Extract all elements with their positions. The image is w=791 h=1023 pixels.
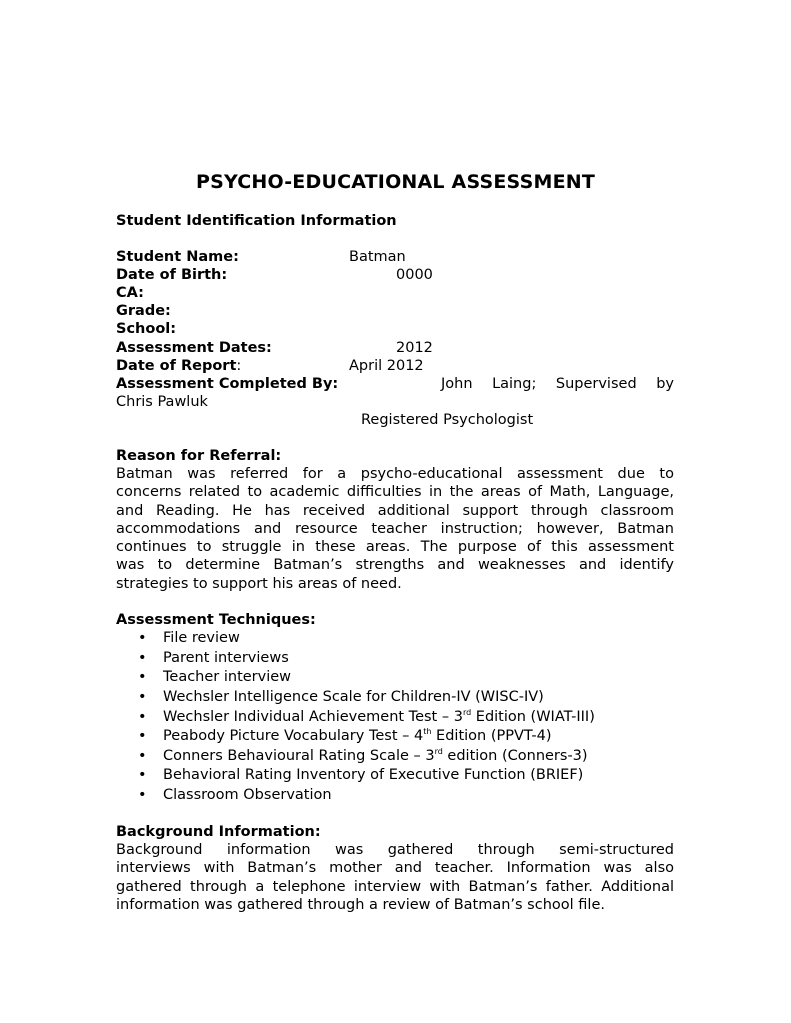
- list-item: [116, 668, 595, 688]
- date-of-report-colon: :: [236, 358, 242, 374]
- list-item-text: Teacher interview: [163, 669, 292, 686]
- techniques-heading: Assessment Techniques:: [116, 612, 316, 628]
- date-of-report-row: [116, 357, 241, 375]
- completed-by-label: Assessment Completed By:: [116, 376, 339, 392]
- bullet-icon: •: [138, 688, 147, 705]
- list-item: [116, 727, 595, 747]
- dob-label: Date of Birth:: [116, 267, 228, 283]
- list-item-text: Peabody Picture Vocabulary Test – 4: [163, 728, 424, 745]
- school-label: School:: [116, 321, 177, 337]
- list-item: [116, 649, 595, 669]
- background-line: Background information was gathered through semi-structured: [116, 842, 674, 858]
- list-item-text: Edition (PPVT-4): [431, 728, 552, 745]
- bullet-icon: •: [138, 728, 147, 745]
- assessment-dates-value: 2012: [396, 340, 433, 356]
- list-item: [116, 747, 595, 767]
- superscript: th: [423, 727, 432, 737]
- assessment-dates-label: Assessment Dates:: [116, 340, 272, 356]
- background-line: interviews with Batman’s mother and teacher. Information was also: [116, 860, 674, 877]
- list-item: [116, 629, 595, 649]
- bullet-icon: •: [138, 787, 147, 804]
- bullet-icon: •: [138, 767, 147, 784]
- completed-by-value-line1: [441, 375, 674, 393]
- referral-line: and Reading. He has received additional support through classroom: [116, 502, 674, 519]
- superscript: rd: [462, 707, 472, 717]
- completed-by-value-line2: Chris Pawluk: [116, 394, 208, 410]
- list-item-text: Edition (WIAT-III): [471, 708, 595, 725]
- techniques-list: [116, 629, 595, 806]
- list-item-text: Wechsler Individual Achievement Test – 3: [163, 708, 463, 725]
- completed-by-word: Supervised: [555, 376, 637, 392]
- list-item-text: Classroom Observation: [163, 787, 332, 804]
- student-info-heading: Student Identification Information: [116, 213, 397, 229]
- date-of-report-value: April 2012: [349, 358, 424, 374]
- list-item: [116, 708, 595, 728]
- referral-line: accommodations and resource teacher instruction; however, Batman: [116, 520, 674, 537]
- list-item-text: Parent interviews: [163, 649, 289, 666]
- superscript: rd: [434, 746, 443, 756]
- background-heading: Background Information:: [116, 824, 321, 840]
- background-line: information was gathered through a review of Batman’s school file.: [116, 896, 605, 913]
- bullet-icon: •: [138, 630, 147, 646]
- background-paragraph: [116, 841, 674, 914]
- completed-by-word: by: [656, 376, 674, 392]
- list-item: [116, 766, 595, 786]
- referral-line: continues to struggle in these areas. The purpose of this assessment: [116, 539, 674, 556]
- referral-heading: Reason for Referral:: [116, 448, 282, 464]
- ca-label: CA:: [116, 285, 144, 301]
- grade-label: Grade:: [116, 303, 171, 319]
- bullet-icon: •: [138, 747, 147, 764]
- list-item-text: Behavioral Rating Inventory of Executive Function (BRIEF): [163, 767, 584, 784]
- referral-line: was to determine Batman’s strengths and weaknesses and identify: [116, 557, 674, 574]
- completed-by-word: Laing;: [492, 376, 537, 392]
- list-item-text: File review: [163, 630, 240, 646]
- date-of-report-label: Date of Report: [116, 358, 237, 374]
- bullet-icon: •: [138, 669, 147, 686]
- dob-value: 0000: [396, 267, 433, 283]
- student-name-value: Batman: [349, 249, 406, 265]
- list-item-text: Wechsler Intelligence Scale for Children-IV (WISC-IV): [163, 688, 544, 705]
- page-title: PSYCHO-EDUCATIONAL ASSESSMENT: [195, 171, 596, 193]
- completed-by-title: Registered Psychologist: [361, 412, 534, 428]
- list-item: [116, 688, 595, 708]
- referral-line: concerns related to academic difficulties in the areas of Math, Language,: [116, 484, 674, 501]
- list-item: [116, 786, 595, 806]
- background-line: gathered through a telephone interview with Batman’s father. Additional: [116, 878, 674, 895]
- referral-paragraph: [116, 465, 674, 593]
- list-item-text: Conners Behavioural Rating Scale – 3: [163, 747, 435, 764]
- bullet-icon: •: [138, 708, 147, 725]
- referral-line: Batman was referred for a psycho-educational assessment due to: [116, 466, 674, 482]
- student-name-label: Student Name:: [116, 249, 239, 265]
- list-item-text: edition (Conners-3): [442, 747, 588, 764]
- referral-line: strategies to support his areas of need.: [116, 575, 402, 592]
- completed-by-word: John: [441, 376, 473, 392]
- bullet-icon: •: [138, 649, 147, 666]
